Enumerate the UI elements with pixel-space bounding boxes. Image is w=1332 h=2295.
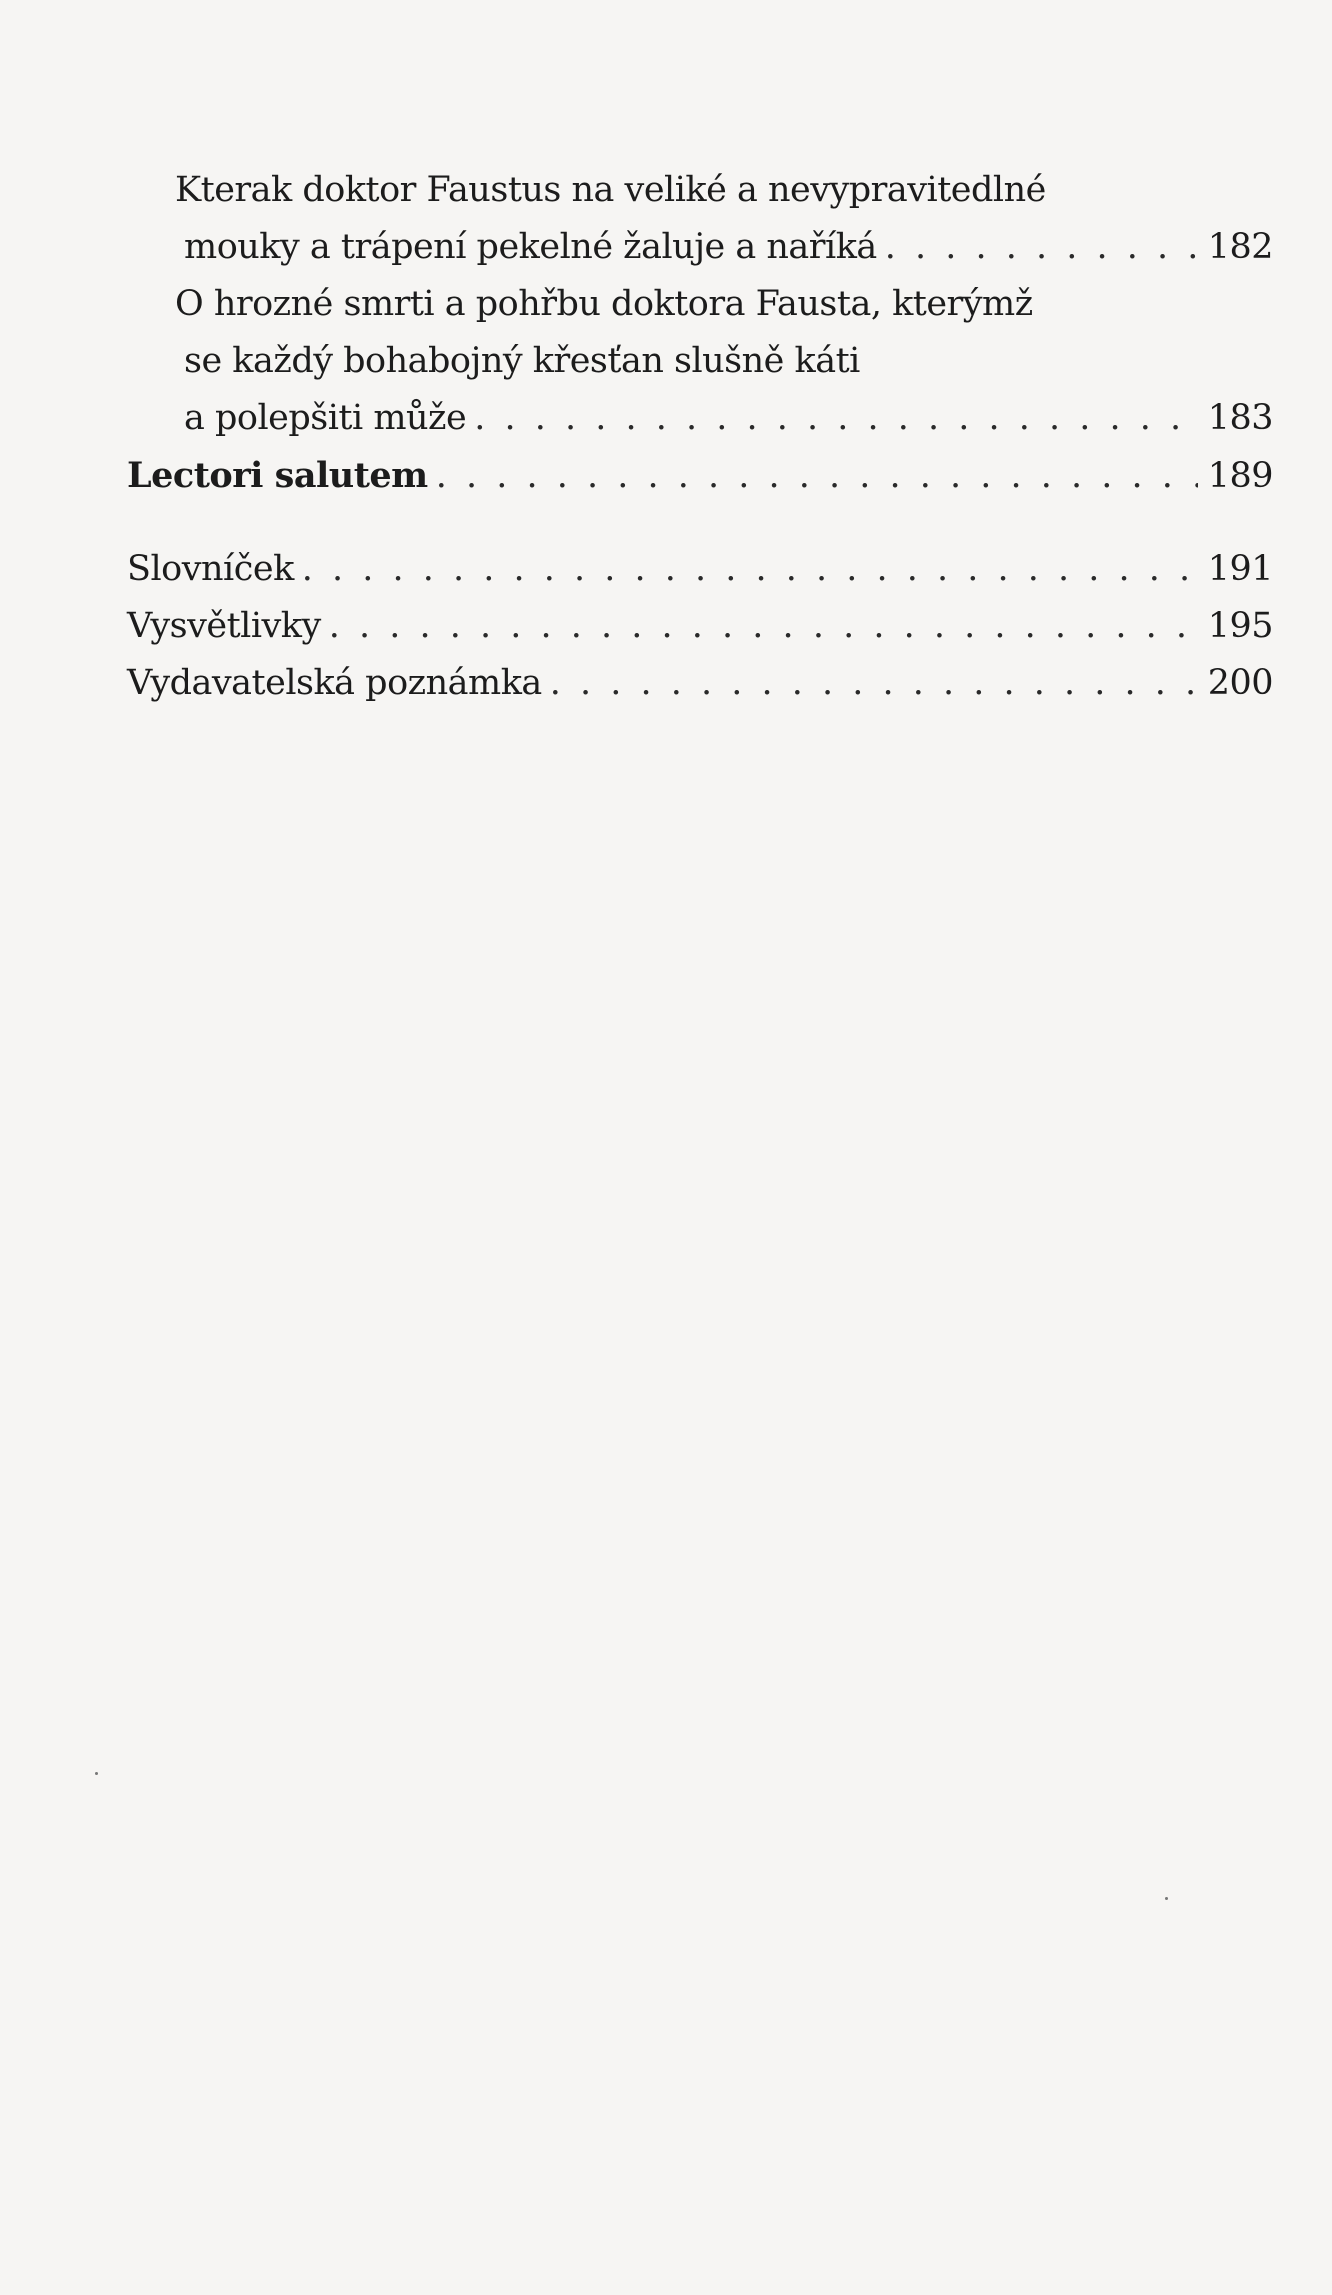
toc-entry-title: Lectori salutem [127, 455, 428, 496]
dot-leader [436, 448, 1198, 505]
dot-leader [885, 219, 1198, 276]
toc-entry [127, 447, 1273, 505]
toc-page-number: 195 [1207, 606, 1273, 646]
dot-leader [329, 598, 1198, 655]
toc-page-number: 182 [1207, 227, 1273, 267]
toc-page-number: 200 [1207, 663, 1273, 703]
dot-leader [474, 390, 1197, 447]
dot-leader [302, 541, 1198, 598]
toc-entry-leader-line [127, 655, 1273, 712]
toc-page-number: 189 [1207, 456, 1273, 496]
toc-entry-title: Vydavatelská poznámka [127, 663, 542, 703]
toc-entry-title-line: a polepšiti může [184, 398, 467, 438]
dot-leader [550, 655, 1198, 712]
toc-entry-title-line: mouky a trápení pekelné žaluje a naříká [184, 227, 877, 267]
toc-entry [127, 541, 1273, 598]
toc-entry-leader-line [127, 541, 1273, 598]
toc-entry-title-line: Kterak doktor Faustus na veliké a nevypravitedlné [175, 170, 1046, 210]
toc-entry [127, 598, 1273, 655]
toc-entry-leader-line [127, 447, 1273, 505]
toc-entry-title: Slovníček [127, 549, 294, 589]
toc-entry [127, 162, 1273, 276]
toc-entry [127, 655, 1273, 712]
toc-entry-title-line: O hrozné smrti a pohřbu doktora Fausta, kterýmž [175, 284, 1033, 324]
toc-page-number: 183 [1207, 398, 1273, 438]
paper-speck [1165, 1897, 1168, 1900]
toc-entry-leader-line [127, 390, 1273, 447]
toc-entry-title: Vysvětlivky [127, 606, 321, 646]
paper-speck [95, 1772, 98, 1775]
toc-entry [127, 276, 1273, 447]
section-gap [127, 505, 1273, 541]
toc-entry-title-line: se každý bohabojný křesťan slušně káti [184, 341, 860, 381]
toc-page-number: 191 [1207, 549, 1273, 589]
toc-entry-leader-line [127, 219, 1273, 276]
table-of-contents [127, 162, 1273, 712]
toc-entry-leader-line [127, 598, 1273, 655]
